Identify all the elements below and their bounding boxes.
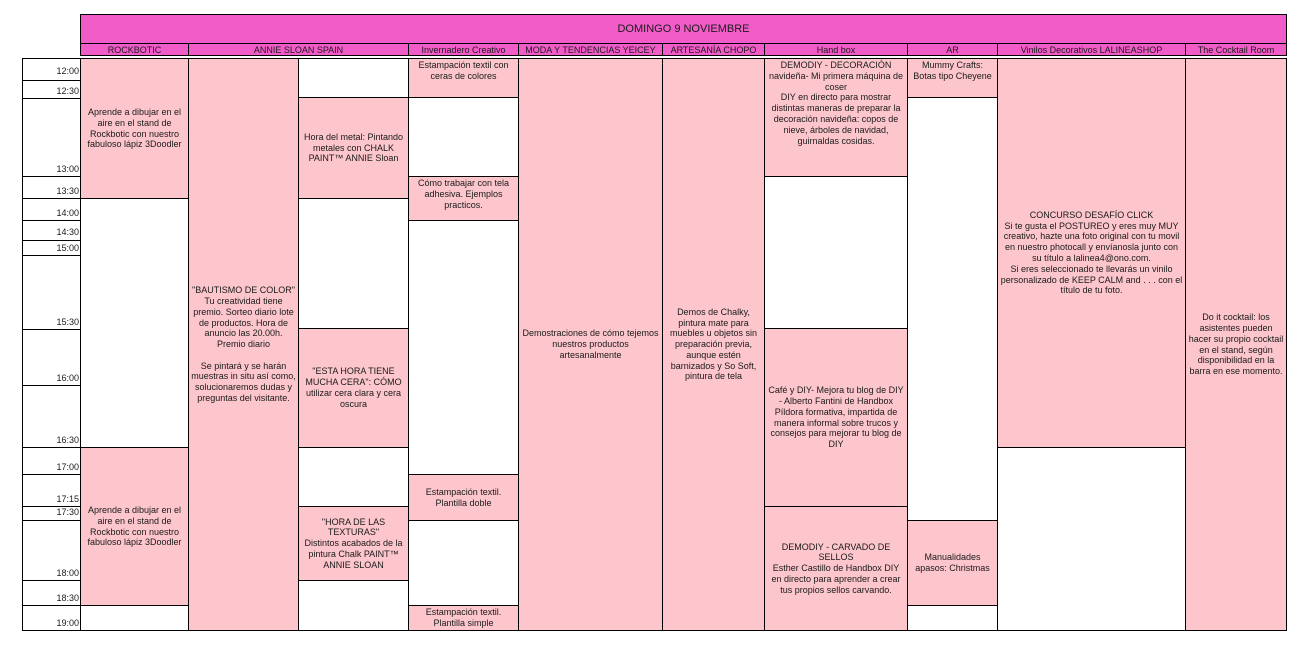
- time-label: 17:00: [56, 462, 79, 472]
- event-text: Estampación textil. Plantilla simple: [425, 607, 502, 628]
- event-bautismo-de-color: [188, 58, 299, 631]
- event-do-it-cocktail: [1185, 58, 1287, 631]
- event-text: DEMODIY - CARVADO DE SELLOS Esther Castillo de Handbox DIY en directo para aprender a crear tus propios sellos carvando.: [771, 541, 901, 595]
- time-column: [22, 58, 81, 631]
- event-text: Demostraciones de cómo tejemos nuestros productos artesanalmente: [522, 328, 659, 360]
- event-mucha-cera: [298, 328, 409, 448]
- time-label: 14:00: [56, 208, 79, 218]
- event-text: CONCURSO DESAFÍO CLICK Si te gusta el POSTUREO y eres muy MUY creativo, hazte una foto original con tu movil en nuestro photocall y envíanosla junto con su título a lalinea4@ono.com. Si eres seleccionado te llevarás un vinilo personalizado de KEEP CALM and . . . con el título de tu foto.: [1000, 209, 1183, 296]
- time-label: 18:00: [56, 568, 79, 578]
- column-header-invernadero: [408, 43, 519, 56]
- empty-slot: [80, 198, 189, 448]
- empty-slot: [408, 520, 519, 606]
- time-label: 17:15: [56, 494, 79, 504]
- empty-slot: [80, 605, 189, 631]
- event-plantilla-doble: [408, 474, 519, 521]
- event-carvado-de-sellos: [764, 506, 908, 631]
- event-text: Manualidades apasos: Christmas: [915, 552, 990, 573]
- event-rockbotic-morning: [80, 58, 189, 199]
- time-label: 14:30: [56, 227, 79, 237]
- empty-slot: [298, 447, 409, 507]
- column-label: MODA Y TENDENCIAS YEICEY: [525, 44, 656, 55]
- time-label: 15:30: [56, 317, 79, 327]
- time-label: 19:00: [56, 618, 79, 628]
- column-header-rockbotic: [80, 43, 189, 56]
- event-manualidades-apasos: [907, 520, 998, 606]
- time-label: 15:00: [56, 243, 79, 253]
- column-label: The Cocktail Room: [1197, 44, 1275, 55]
- event-text: Mummy Crafts: Botas tipo Cheyene: [913, 60, 992, 81]
- event-text: Café y DIY- Mejora tu blog de DIY - Alberto Fantini de Handbox Píldora formativa, impartida de manera informal sobre trucos y consejos para mejorar tu blog de DIY: [768, 385, 904, 450]
- empty-slot: [298, 198, 409, 329]
- event-text: Demos de Chalky, pintura mate para muebles u objetos sin preparación previa, aunque estén barnizados y So Soft, pintura de tela: [669, 306, 758, 382]
- time-label: 12:30: [56, 86, 79, 96]
- column-header-ar: [907, 43, 998, 56]
- event-text: Hora del metal: Pintando metales con CHALK PAINT™ ANNIE Sloan: [303, 131, 404, 164]
- time-label: 16:00: [56, 373, 79, 383]
- event-moda-demostraciones: [518, 58, 663, 631]
- column-label: Vinilos Decorativos LALINEASHOP: [1020, 44, 1163, 55]
- event-rockbotic-afternoon: [80, 447, 189, 606]
- time-label: 16:30: [56, 435, 79, 445]
- column-label: Hand box: [816, 44, 856, 55]
- event-text: DEMODIY - DECORACIÓN navideña- Mi primera máquina de coser DIY en directo para mostrar distintas maneras de preparar la decoración navideña: copos de nieve, árboles de navidad, guirnaldas cosidas.: [768, 60, 904, 146]
- column-label: Invernadero Creativo: [421, 44, 506, 55]
- event-text: Aprende a dibujar en el aire en el stand de Rockbotic con nuestro fabuloso lápiz 3Doodler: [87, 106, 182, 150]
- time-label: 17:30: [56, 507, 79, 517]
- empty-slot: [298, 580, 409, 631]
- empty-slot: [764, 176, 908, 329]
- time-label: 18:30: [56, 593, 79, 603]
- empty-slot: [408, 97, 519, 177]
- event-text: Estampación textil. Plantilla doble: [425, 486, 502, 508]
- event-plantilla-simple: [408, 605, 519, 631]
- empty-slot: [907, 97, 998, 521]
- column-header-cocktail: [1185, 43, 1287, 56]
- event-text: Cómo trabajar con tela adhesiva. Ejemplos practicos.: [417, 178, 510, 210]
- column-label: ROCKBOTIC: [107, 44, 162, 55]
- time-label: 12:00: [56, 66, 79, 76]
- event-cafe-y-diy: [764, 328, 908, 507]
- event-text: Estampación textil con ceras de colores: [418, 60, 509, 81]
- column-label: ARTESANÍA CHOPO: [670, 44, 757, 55]
- event-mummy-crafts: [907, 58, 998, 98]
- event-concurso-desafio-click: [997, 58, 1186, 448]
- event-text: "BAUTISMO DE COLOR" Tu creatividad tiene premio. Sorteo diario lote de productos. Hora de anuncio las 20.00h. Premio diario Se pintará y se harán muestras in situ así como, solucionaremos dudas y preguntas del visitante.: [191, 285, 296, 404]
- column-header-vinilos: [997, 43, 1186, 56]
- column-header-moda: [518, 43, 663, 56]
- event-text: Do it cocktail: los asistentes pueden hacer su propio cocktail en el stand, según disponibilidad en la barra en ese momento.: [1188, 312, 1284, 377]
- time-label: 13:00: [56, 164, 79, 174]
- event-demodiy-decoracion: [764, 58, 908, 177]
- day-title: DOMINGO 9 NOVIEMBRE: [617, 23, 750, 35]
- column-header-handbox: [764, 43, 908, 56]
- event-hora-texturas: [298, 506, 409, 581]
- event-tela-adhesiva: [408, 176, 519, 221]
- event-text: "ESTA HORA TIENE MUCHA CERA": CÓMO utilizar cera clara y cera oscura: [305, 366, 402, 409]
- event-text: "HORA DE LAS TEXTURAS" Distintos acabados de la pintura Chalk PAINT™ ANNIE SLOAN: [304, 516, 403, 570]
- column-header-chopo: [662, 43, 765, 56]
- day-header: [80, 14, 1287, 44]
- column-label: AR: [946, 44, 959, 55]
- empty-slot: [298, 58, 409, 98]
- column-label: ANNIE SLOAN SPAIN: [253, 44, 344, 55]
- column-header-annie-sloan: [188, 43, 409, 56]
- event-text: Aprende a dibujar en el aire en el stand de Rockbotic con nuestro fabuloso lápiz 3Doodler: [87, 504, 182, 548]
- empty-slot: [907, 605, 998, 631]
- event-estampacion-ceras: [408, 58, 519, 98]
- empty-slot: [408, 220, 519, 475]
- event-hora-del-metal: [298, 97, 409, 199]
- empty-slot: [997, 447, 1186, 631]
- time-label: 13:30: [56, 186, 79, 196]
- event-chalky-demos: [662, 58, 765, 631]
